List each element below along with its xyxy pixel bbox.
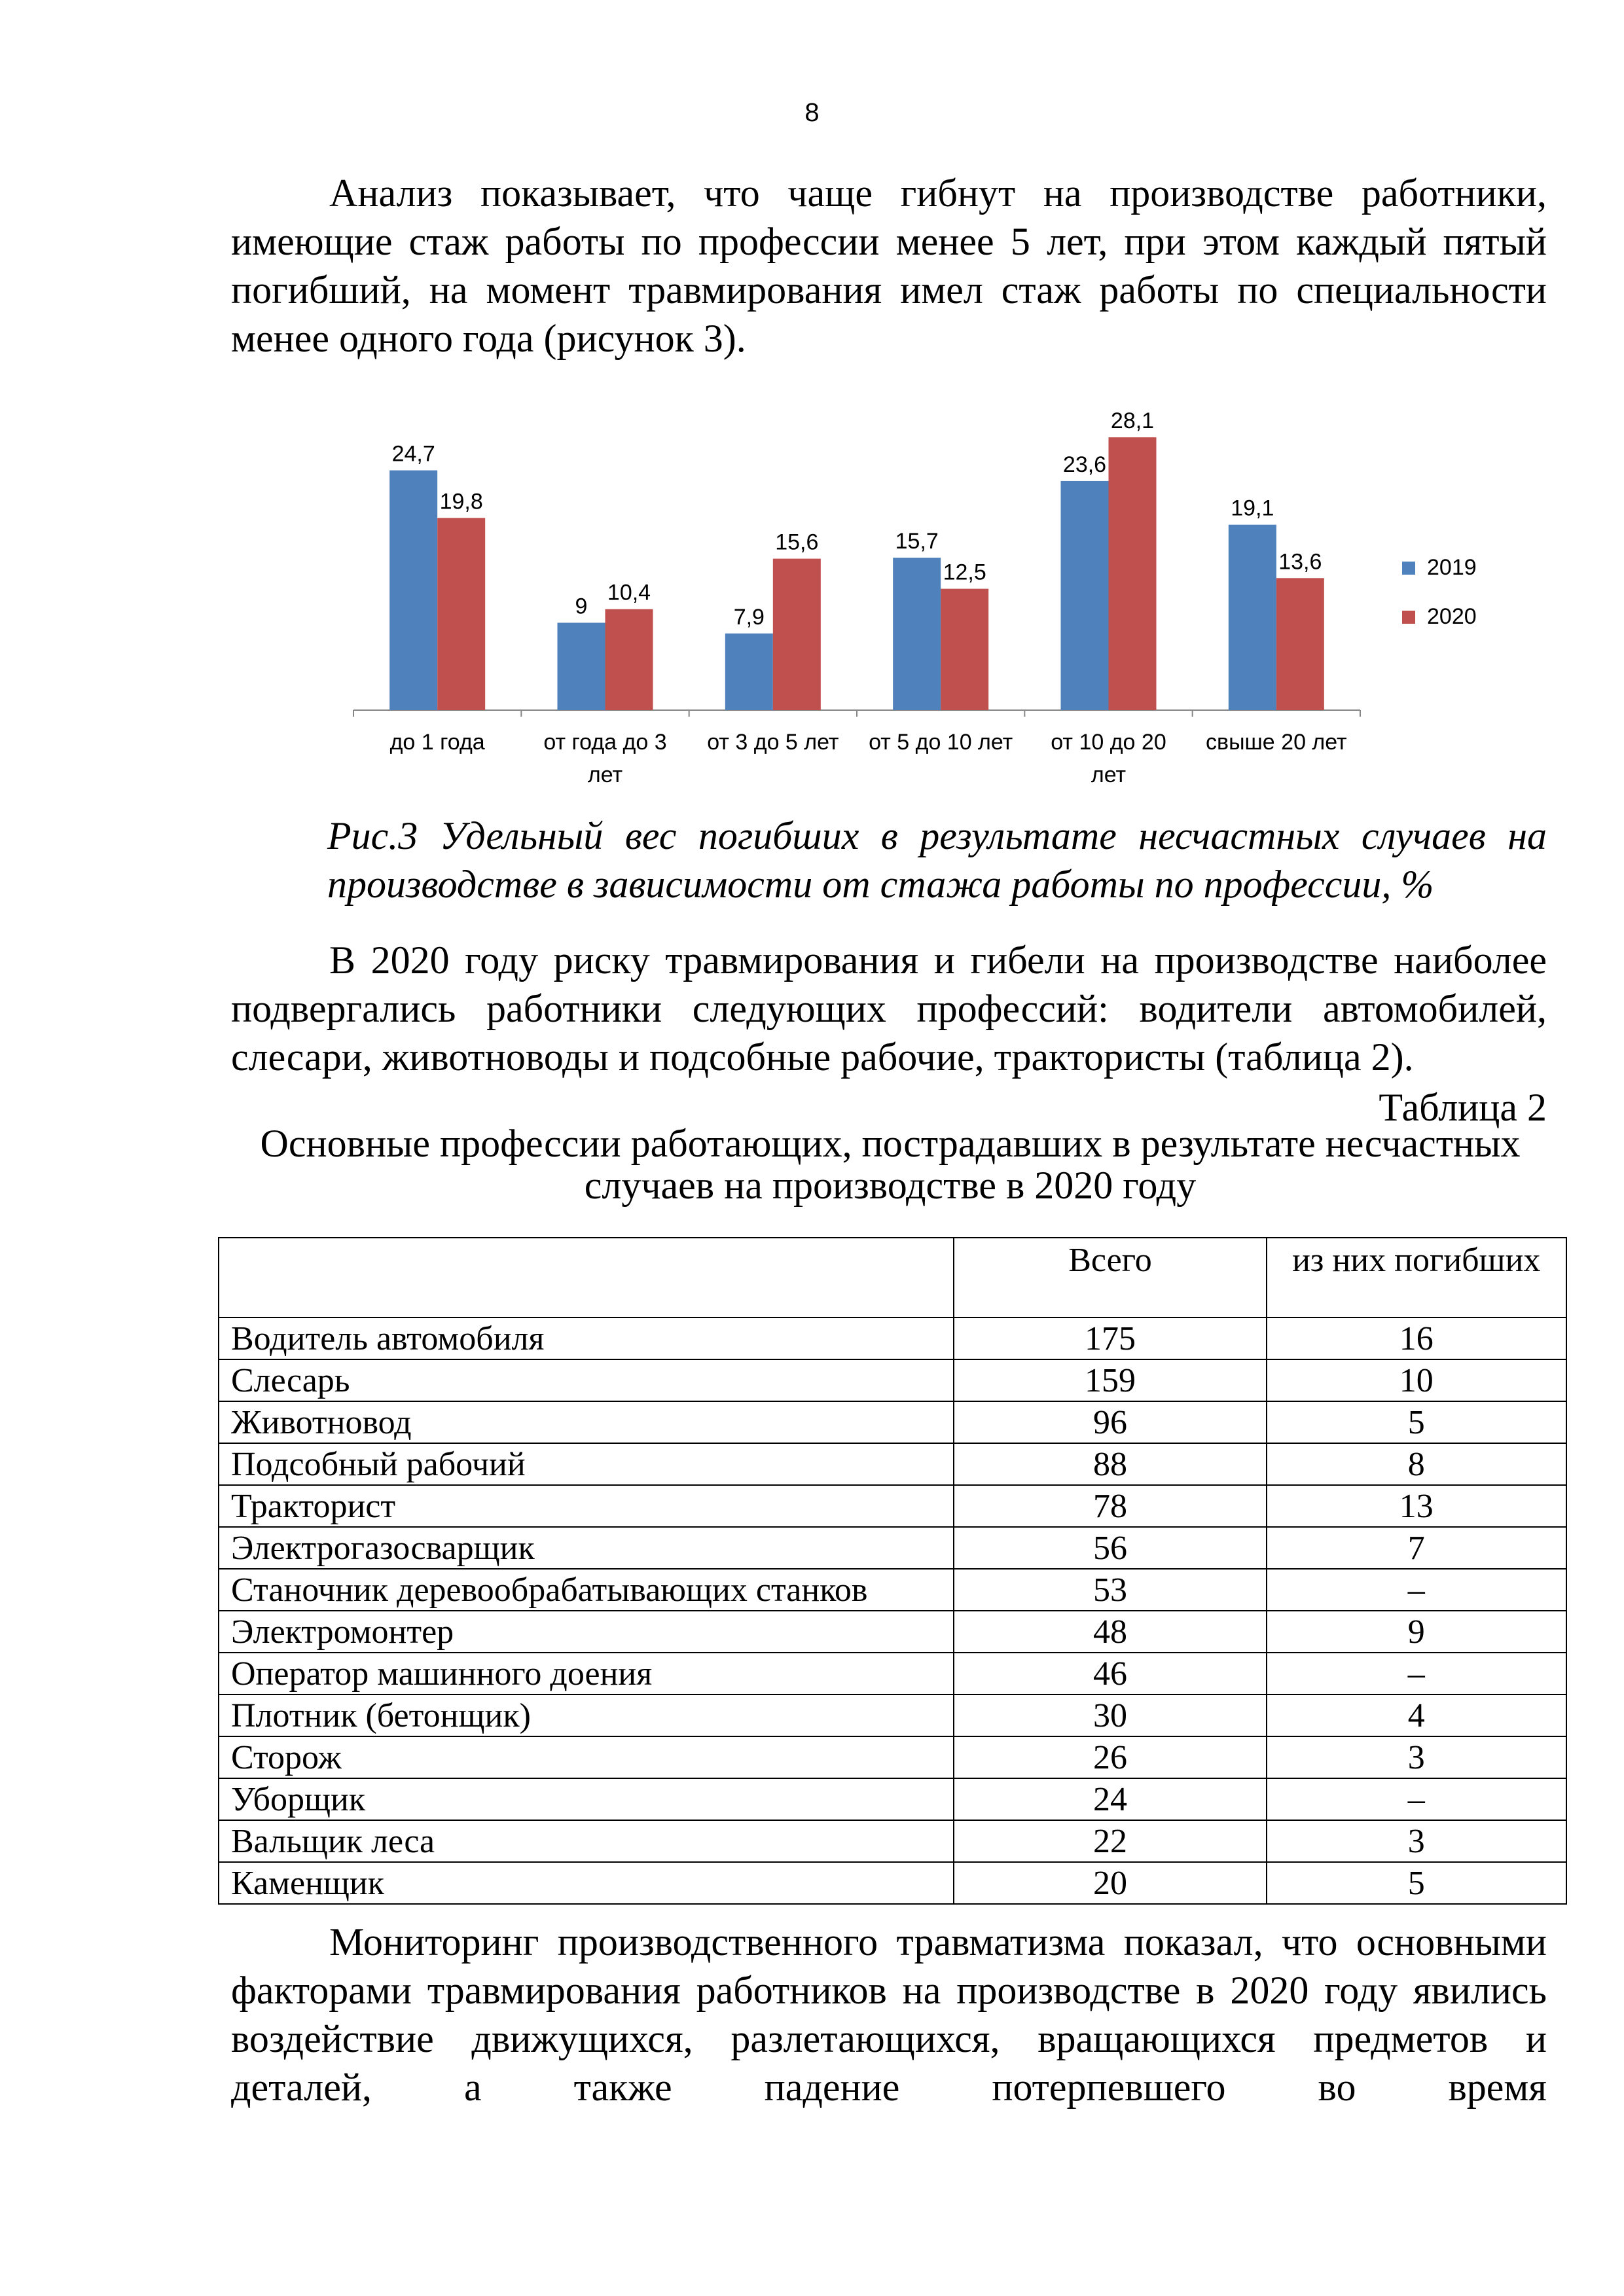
category-label: от 10 до 20 xyxy=(1051,730,1166,755)
table-title-line-2: случаев на производстве в 2020 году xyxy=(584,1164,1197,1207)
table-number: Таблица 2 xyxy=(1379,1086,1547,1129)
fatal-cell: – xyxy=(1267,1778,1566,1820)
total-cell: 22 xyxy=(954,1820,1266,1862)
profession-cell: Электрогазосварщик xyxy=(219,1527,954,1569)
fatal-cell: 9 xyxy=(1267,1611,1566,1653)
legend-swatch-2019 xyxy=(1402,562,1415,575)
header-profession xyxy=(219,1238,954,1318)
data-label-2019: 19,1 xyxy=(1231,495,1274,521)
table-row xyxy=(219,1611,1566,1653)
bar-2019 xyxy=(1061,481,1109,710)
profession-cell: Вальщик леса xyxy=(219,1820,954,1862)
bar-2020 xyxy=(1109,437,1157,710)
profession-cell: Плотник (бетонщик) xyxy=(219,1695,954,1736)
table-title xyxy=(223,1122,1558,1206)
fatal-cell: – xyxy=(1267,1653,1566,1695)
fatal-cell: 13 xyxy=(1267,1485,1566,1527)
total-cell: 24 xyxy=(954,1778,1266,1820)
bar-2020 xyxy=(1276,578,1324,710)
page-number: 8 xyxy=(804,98,820,127)
total-cell: 78 xyxy=(954,1485,1266,1527)
fatal-cell: – xyxy=(1267,1569,1566,1611)
profession-cell: Каменщик xyxy=(219,1862,954,1904)
category-label: от года до 3 xyxy=(543,730,667,755)
profession-cell: Животновод xyxy=(219,1401,954,1443)
fatal-cell: 8 xyxy=(1267,1443,1566,1485)
total-cell: 30 xyxy=(954,1695,1266,1736)
category-label: от 3 до 5 лет xyxy=(707,730,839,755)
bar-2019 xyxy=(893,558,941,710)
fatal-cell: 5 xyxy=(1267,1862,1566,1904)
professions-paragraph: В 2020 году риску травмирования и гибели на производстве наиболее подвергались работники следующих профессий: водители автомобилей, слесари, животноводы и подсобные рабочие, трактористы (таблица 2). xyxy=(231,939,1547,1079)
bar-2019 xyxy=(558,623,605,711)
data-label-2019: 23,6 xyxy=(1062,452,1107,477)
profession-cell: Уборщик xyxy=(219,1778,954,1820)
table-row xyxy=(219,1653,1566,1695)
profession-cell: Подсобный рабочий xyxy=(219,1443,954,1485)
total-cell: 175 xyxy=(954,1318,1266,1359)
table-row xyxy=(219,1318,1566,1359)
total-cell: 159 xyxy=(954,1359,1266,1401)
total-cell: 20 xyxy=(954,1862,1266,1904)
fatal-cell: 4 xyxy=(1267,1695,1566,1736)
figure-caption: Рис.3 Удельный вес погибших в результате несчастных случаев на производстве в зависимости от стажа работы по профессии, % xyxy=(327,814,1547,906)
bar-2020 xyxy=(773,559,821,710)
profession-cell: Станочник деревообрабатывающих станков xyxy=(219,1569,954,1611)
total-cell: 53 xyxy=(954,1569,1266,1611)
data-label-2020: 13,6 xyxy=(1278,549,1322,575)
total-cell: 56 xyxy=(954,1527,1266,1569)
data-label-2020: 15,6 xyxy=(775,529,819,555)
category-label: от 5 до 10 лет xyxy=(869,730,1013,755)
fatal-cell: 3 xyxy=(1267,1736,1566,1778)
profession-cell: Слесарь xyxy=(219,1359,954,1401)
profession-cell: Тракторист xyxy=(219,1485,954,1527)
data-label-2020: 10,4 xyxy=(607,580,651,605)
category-label: лет xyxy=(1091,762,1127,787)
monitoring-paragraph: Мониторинг производственного травматизма показал, что основными факторами травмирования работников на производстве в 2020 году явились воздействие движущихся, разлетающихся, вращающихся предметов и деталей, а также падение потерпевшего во время xyxy=(231,1920,1547,2109)
table-row xyxy=(219,1736,1566,1778)
category-label: лет xyxy=(587,762,623,787)
total-cell: 48 xyxy=(954,1611,1266,1653)
table-header-row xyxy=(219,1238,1566,1318)
table-body xyxy=(219,1318,1566,1904)
bar-2020 xyxy=(605,609,653,710)
data-label-2019: 24,7 xyxy=(391,441,435,467)
header-fatal: из них погибших xyxy=(1267,1238,1566,1318)
data-label-2019: 7,9 xyxy=(733,604,765,630)
table-title-line-1: Основные профессии работающих, пострадавших в результате несчастных xyxy=(260,1122,1521,1165)
total-cell: 26 xyxy=(954,1736,1266,1778)
table-row xyxy=(219,1443,1566,1485)
category-label: до 1 года xyxy=(389,730,485,755)
data-label-2020: 12,5 xyxy=(943,560,986,585)
bar-2019 xyxy=(1229,525,1276,710)
experience-bar-chart xyxy=(327,380,1551,798)
bar-2019 xyxy=(389,471,437,710)
profession-cell: Водитель автомобиля xyxy=(219,1318,954,1359)
legend-label-2019: 2019 xyxy=(1427,555,1477,580)
table-row xyxy=(219,1778,1566,1820)
fatal-cell: 3 xyxy=(1267,1820,1566,1862)
data-label-2020: 28,1 xyxy=(1110,408,1155,434)
table-row xyxy=(219,1359,1566,1401)
table-row xyxy=(219,1527,1566,1569)
data-label-2019: 9 xyxy=(575,594,588,619)
fatal-cell: 16 xyxy=(1267,1318,1566,1359)
profession-cell: Оператор машинного доения xyxy=(219,1653,954,1695)
table-row xyxy=(219,1695,1566,1736)
profession-cell: Электромонтер xyxy=(219,1611,954,1653)
profession-cell: Сторож xyxy=(219,1736,954,1778)
data-label-2020: 19,8 xyxy=(439,489,483,514)
fatal-cell: 5 xyxy=(1267,1401,1566,1443)
professions-table xyxy=(218,1237,1567,1905)
table-row xyxy=(219,1862,1566,1904)
legend-label-2020: 2020 xyxy=(1427,604,1477,629)
intro-paragraph: Анализ показывает, что чаще гибнут на производстве работники, имеющие стаж работы по профессии менее 5 лет, при этом каждый пятый погибший, на момент травмирования имел стаж работы по специальности менее одного года (рисунок 3). xyxy=(231,171,1547,360)
table-row xyxy=(219,1401,1566,1443)
table-row xyxy=(219,1485,1566,1527)
category-label: свыше 20 лет xyxy=(1206,730,1347,755)
header-total: Всего xyxy=(954,1238,1266,1318)
legend-swatch-2020 xyxy=(1402,611,1415,624)
table-row xyxy=(219,1820,1566,1862)
bar-2020 xyxy=(437,518,485,710)
fatal-cell: 10 xyxy=(1267,1359,1566,1401)
table-row xyxy=(219,1569,1566,1611)
data-label-2019: 15,7 xyxy=(895,529,939,554)
bar-2019 xyxy=(725,634,773,710)
fatal-cell: 7 xyxy=(1267,1527,1566,1569)
total-cell: 96 xyxy=(954,1401,1266,1443)
total-cell: 46 xyxy=(954,1653,1266,1695)
bar-2020 xyxy=(941,589,988,710)
total-cell: 88 xyxy=(954,1443,1266,1485)
